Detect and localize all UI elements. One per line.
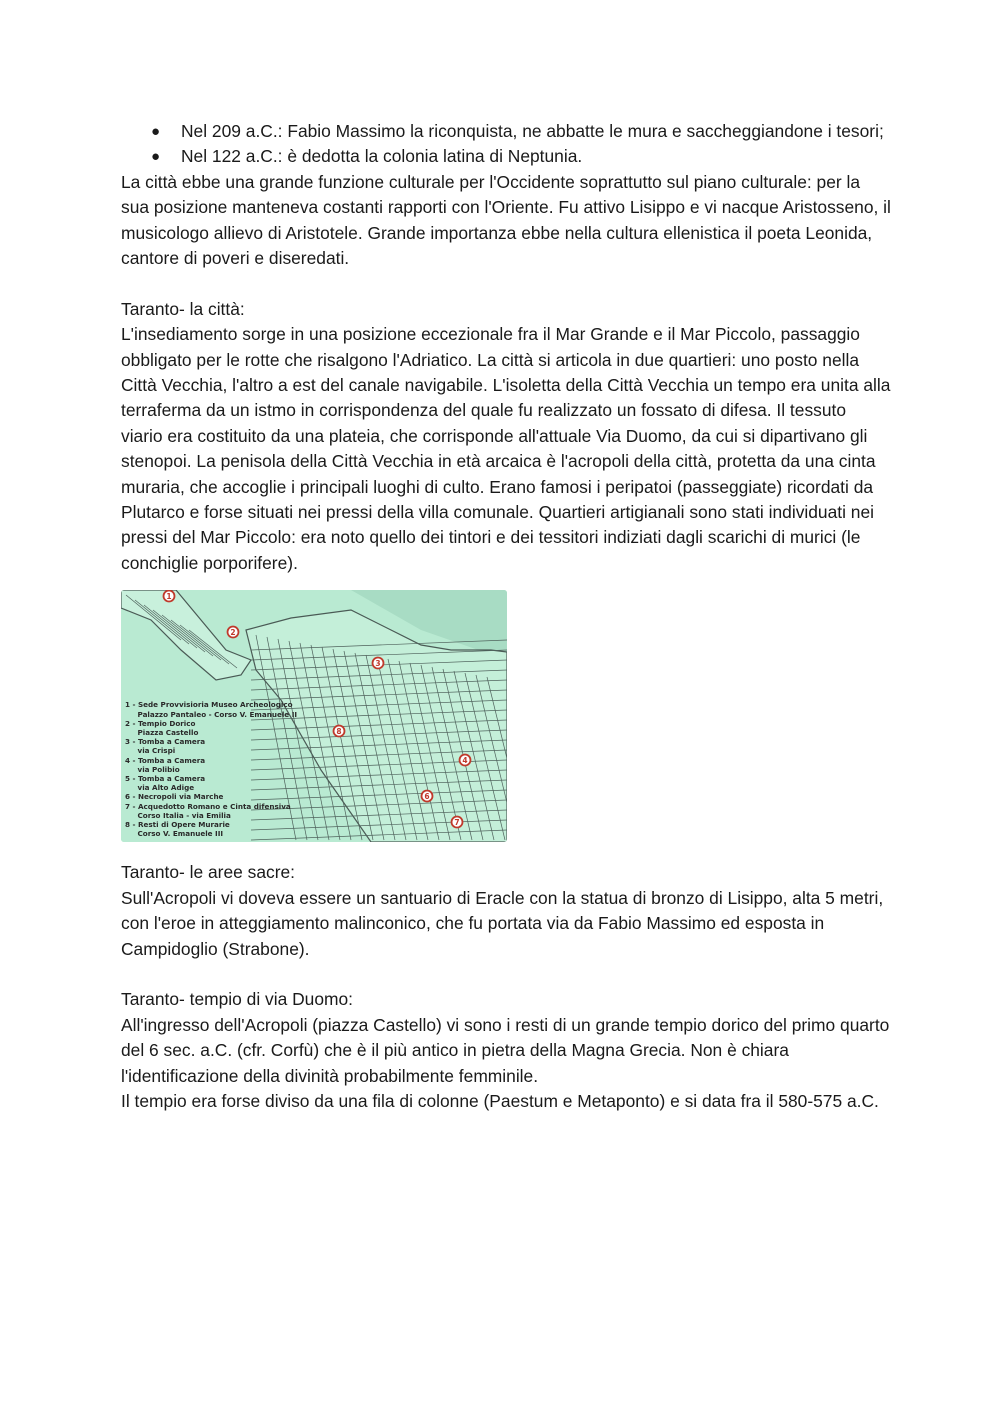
legend-line: Corso V. Emanuele III (125, 829, 224, 839)
map-marker (164, 591, 175, 602)
bullet-text: Nel 122 a.C.: è dedotta la colonia latina di Neptunia. (181, 146, 583, 167)
section-text-temple: All'ingresso dell'Acropoli (piazza Castello) vi sono i resti di un grande tempio dorico del primo quarto del 6 sec. a.C. (cfr. Corfù) che è il più antico in pietra della Magna Grecia. Non è chiara l'identificazione della divinità probabilmente femminile. (121, 1014, 890, 1086)
svg-text:2: 2 (230, 628, 236, 638)
map-marker (334, 726, 345, 737)
svg-text:6: 6 (424, 792, 430, 802)
document-page (121, 119, 891, 1114)
section-heading-city: Taranto- la città: (121, 298, 245, 319)
map-legend (125, 700, 297, 838)
map-marker (373, 658, 384, 669)
legend-line: 5 - Tomba a Camera (125, 773, 206, 783)
map-marker (452, 817, 463, 828)
map-marker (228, 627, 239, 638)
map-marker (422, 791, 433, 802)
list-item (121, 144, 891, 169)
svg-text:8: 8 (336, 727, 342, 737)
legend-line: 6 - Necropoli via Marche (125, 792, 224, 802)
section-heading-temple: Taranto- tempio di via Duomo: (121, 989, 353, 1010)
legend-line: 8 - Resti di Opere Murarie (125, 819, 230, 829)
legend-line: Palazzo Pantaleo - Corso V. Emanuele II (125, 709, 298, 719)
section-text-temple-2: Il tempio era forse diviso da una fila di colonne (Paestum e Metaponto) e si data fra il 580-575 a.C. (121, 1090, 879, 1111)
city-map-image (121, 590, 507, 842)
svg-text:4: 4 (462, 756, 468, 766)
section-heading-sacred: Taranto- le aree sacre: (121, 862, 295, 883)
section-text-sacred: Sull'Acropoli vi doveva essere un santuario di Eracle con la statua di bronzo di Lisippo, alta 5 metri, con l'eroe in atteggiamento malinconico, che fu portata via da Fabio Massimo ed esposta in Campidoglio (Strabone). (121, 887, 884, 959)
list-item (121, 119, 891, 144)
svg-text:7: 7 (454, 818, 460, 828)
bullet-icon: ● (151, 123, 161, 140)
legend-line: via Polibio (125, 764, 180, 774)
legend-line: via Alto Adige (125, 783, 195, 793)
legend-line: via Crispi (125, 746, 176, 756)
legend-line: Corso Italia - via Emilia (125, 810, 231, 820)
legend-line: 4 - Tomba a Camera (125, 755, 206, 765)
legend-line: Piazza Castello (125, 727, 199, 737)
legend-line: 7 - Acquedotto Romano e Cinta difensiva (125, 801, 291, 811)
bullet-icon: ● (151, 148, 161, 166)
map-marker (460, 755, 471, 766)
svg-text:3: 3 (375, 659, 381, 669)
legend-line: 3 - Tomba a Camera (125, 737, 206, 747)
legend-line: 1 - Sede Provvisioria Museo Archeologico (125, 700, 293, 710)
svg-text:1: 1 (166, 592, 172, 602)
bullet-list (121, 119, 891, 170)
bullet-text: Nel 209 a.C.: Fabio Massimo la riconquista, ne abbatte le mura e saccheggiandone i tesori; (181, 121, 884, 141)
intro-paragraph: La città ebbe una grande funzione culturale per l'Occidente soprattutto sul piano culturale: per la sua posizione manteneva costanti rapporti con l'Oriente. Fu attivo Lisippo e vi nacque Aristosseno, il musicologo allievo di Aristotele. Grande importanza ebbe nella cultura ellenistica il poeta Leonida, cantore di poveri e diseredati. (121, 171, 891, 269)
section-text-city: L'insediamento sorge in una posizione eccezionale fra il Mar Grande e il Mar Piccolo, passaggio obbligato per le rotte che risalgono l'Adriatico. La città si articola in due quartieri: uno posto nella Città Vecchia, l'altro a est del canale navigabile. L'isoletta della Città Vecchia un tempo era unita alla terraferma da un istmo in corrispondenza del quale fu realizzato un fossato di difesa. Il tessuto viario era costituito da una plateia, che corrisponde all'attuale Via Duomo, da cui si dipartivano gli stenopoi. La penisola della Città Vecchia in età arcaica è l'acropoli della città, protetta da una cinta muraria, che accoglie i principali luoghi di culto. Erano famosi i peripatoi (passeggiate) ricordati da Plutarco e forse situati nei pressi della villa comunale. Quartieri artigianali sono stati individuati nei pressi del Mar Piccolo: era noto quello dei tintori e dei tessitori indiziati dagli scarichi di murici (le conchiglie porporifere). (121, 324, 891, 573)
legend-line: 2 - Tempio Dorico (125, 718, 196, 728)
